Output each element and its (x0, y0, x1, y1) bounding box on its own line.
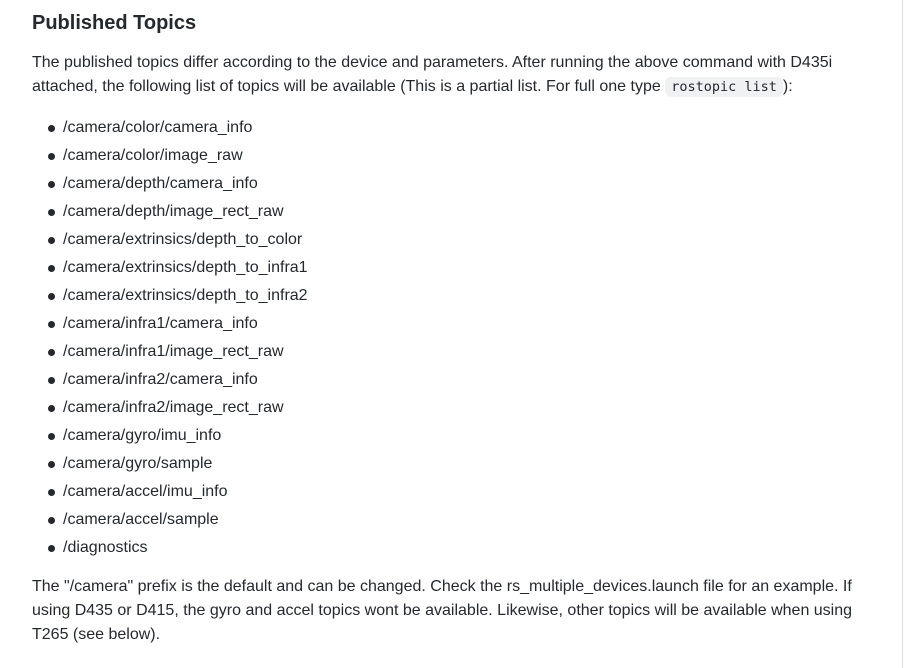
topic-name: /camera/accel/sample (63, 511, 219, 528)
section-heading: Published Topics (32, 12, 197, 34)
bullet-icon (48, 545, 55, 552)
topic-name: /camera/infra2/camera_info (63, 371, 258, 388)
topic-name: /camera/extrinsics/depth_to_color (63, 231, 303, 248)
topic-name: /camera/infra2/image_rect_raw (63, 399, 284, 416)
list-item (32, 310, 308, 338)
topic-name: /camera/color/image_raw (63, 147, 243, 164)
list-item (32, 142, 308, 170)
bullet-icon (48, 377, 55, 384)
topic-name: /camera/gyro/imu_info (63, 427, 222, 444)
bullet-icon (48, 209, 55, 216)
topic-name: /camera/extrinsics/depth_to_infra1 (63, 259, 308, 276)
right-border (902, 0, 903, 668)
outro-paragraph: The "/camera" prefix is the default and can be changed. Check the rs_multiple_devices.launch file for an example. If using D435 or D415, the gyro and accel topics wont be available. Likewise, other topics will be available when using T265 (see below). (32, 578, 853, 643)
topic-name: /camera/color/camera_info (63, 119, 253, 136)
bullet-icon (48, 461, 55, 468)
bullet-icon (48, 405, 55, 412)
bullet-icon (48, 489, 55, 496)
list-item (32, 198, 308, 226)
bullet-icon (48, 433, 55, 440)
bullet-icon (48, 125, 55, 132)
bullet-icon (48, 321, 55, 328)
list-item (32, 282, 308, 310)
bullet-icon (48, 517, 55, 524)
list-item (32, 422, 308, 450)
inline-code-rostopic-list: rostopic list (665, 77, 783, 97)
bullet-icon (48, 153, 55, 160)
list-item (32, 338, 308, 366)
topic-name: /camera/accel/imu_info (63, 483, 228, 500)
topic-name: /camera/depth/image_rect_raw (63, 203, 284, 220)
topic-name: /camera/extrinsics/depth_to_infra2 (63, 287, 308, 304)
intro-text-end: ): (782, 78, 793, 95)
bullet-icon (48, 181, 55, 188)
topic-list (32, 114, 308, 562)
list-item (32, 394, 308, 422)
topic-name: /diagnostics (63, 539, 148, 556)
topic-name: /camera/infra1/image_rect_raw (63, 343, 284, 360)
list-item (32, 506, 308, 534)
list-item (32, 226, 308, 254)
intro-text: The published topics differ according to the device and parameters. After running the above command with D435i attached, the following list of topics will be available (This is a partial list. For full one type (32, 54, 833, 95)
bullet-icon (48, 349, 55, 356)
list-item (32, 534, 308, 562)
bullet-icon (48, 265, 55, 272)
list-item (32, 366, 308, 394)
list-item (32, 114, 308, 142)
list-item (32, 170, 308, 198)
intro-paragraph (32, 51, 872, 99)
topic-name: /camera/gyro/sample (63, 455, 213, 472)
bullet-icon (48, 293, 55, 300)
topic-name: /camera/infra1/camera_info (63, 315, 258, 332)
list-item (32, 254, 308, 282)
bullet-icon (48, 237, 55, 244)
list-item (32, 450, 308, 478)
topic-name: /camera/depth/camera_info (63, 175, 258, 192)
list-item (32, 478, 308, 506)
